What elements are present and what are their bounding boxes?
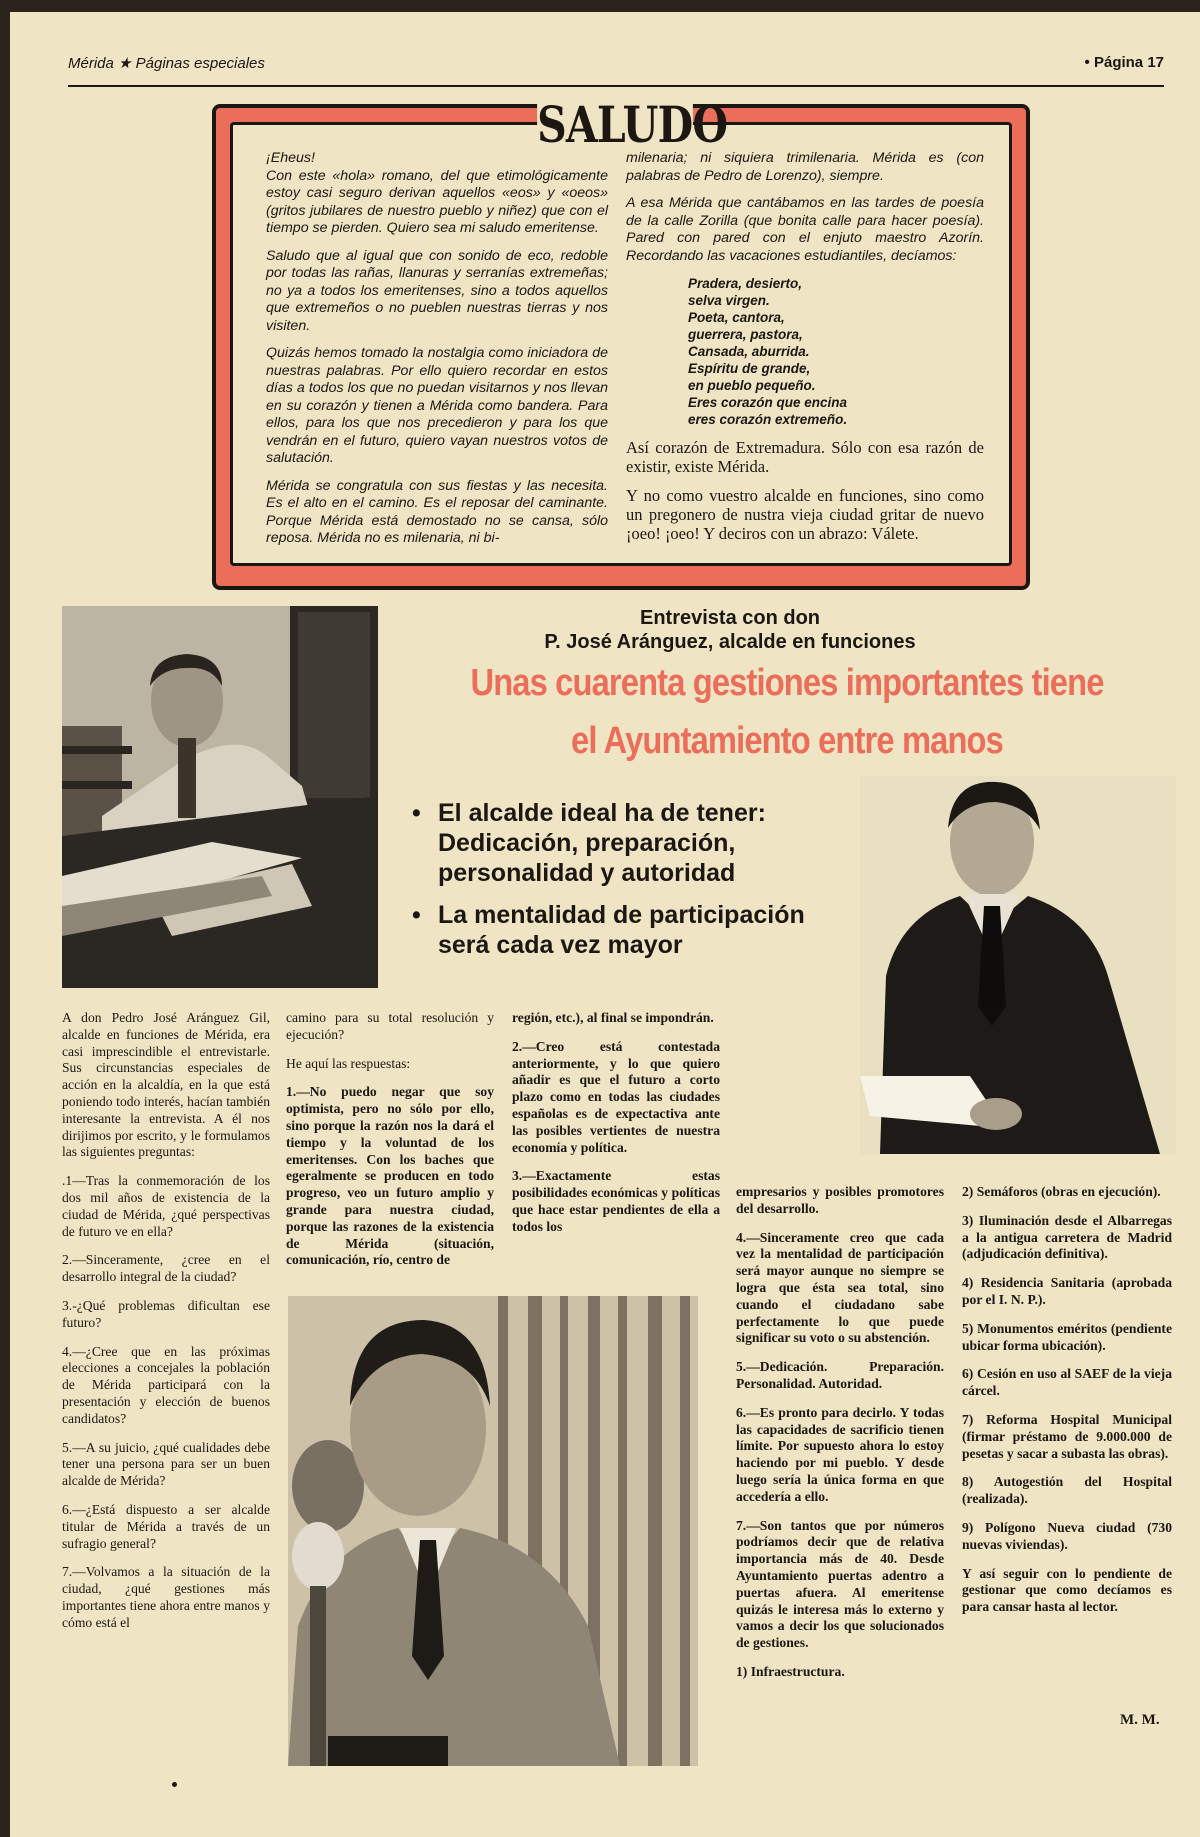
bullet-dot-icon: • <box>412 901 421 929</box>
column-questions <box>62 1010 270 1644</box>
photo-speech-drawing <box>860 776 1176 1154</box>
saludo-column-1 <box>266 150 608 558</box>
column-paragraph: 1) Infraestructura. <box>736 1663 845 1679</box>
poem-line: eres corazón extremeño. <box>688 412 848 427</box>
gestion-item: 9) Polígono Nueva ciudad (730 nuevas viviendas). <box>962 1519 1172 1552</box>
headline-line-2: el Ayuntamiento entre manos <box>571 720 1003 762</box>
photo-speech <box>860 776 1176 1154</box>
gestion-item: 2) Semáforos (obras en ejecución). <box>962 1184 1161 1199</box>
gestion-item: 7) Reforma Hospital Municipal (firmar préstamo de 9.000.000 de pesetas y sacar a subasta las obras). <box>962 1411 1172 1461</box>
column-gestiones <box>962 1184 1172 1628</box>
masthead <box>68 52 1164 82</box>
column-paragraph: 2.—Creo está contestada anteriormente, y lo que quiero añadir es que el futuro a corto plazo como en todas las ciudades españolas es de expectactiva ante las posibles vertientes de nuestra economía y política. <box>512 1038 720 1155</box>
saludo-paragraph: Con este «hola» romano, del que etimológicamente estoy casi seguro derivan aquellos «eos» y «oeos» (gritos jubilares de nuestro pueblo y niñez) que con el tiempo se pierden. Quiero sea mi saludo emeritense. <box>266 167 608 236</box>
column-paragraph: 3.-¿Qué problemas dificultan ese futuro? <box>62 1297 270 1330</box>
column-answers-3 <box>736 1184 944 1693</box>
column-paragraph: .1—Tras la conmemoración de los dos mil años de existencia de la ciudad de Mérida, ¿qué perspectivas de futuro ve en ella? <box>62 1173 270 1239</box>
column-paragraph: 3.—Exactamente estas posibilidades económicas y políticas que hace estar pendientes de ella a todos los <box>512 1168 720 1234</box>
gestion-item: 6) Cesión en uso al SAEF de la vieja cárcel. <box>962 1366 1172 1399</box>
article-bullets <box>408 798 858 972</box>
column-answers-2 <box>512 1010 720 1248</box>
column-paragraph: 6.—¿Está dispuesto a ser alcalde titular de Mérida a través de un sufragio general? <box>62 1501 270 1551</box>
column-paragraph: A don Pedro José Aránguez Gil, alcalde en funciones de Mérida, era casi imprescindible el entrevistarle. Sus circunstancias especiales de acción en la alcaldía, en la que está poniendo todo interés, hacían también interesante la entrevista. A él nos dirijimos por escrito, y le formulamos las siguientes preguntas: <box>62 1010 270 1160</box>
saludo-paragraph: Saludo que al igual que con sonido de eco, redoble por todas las rañas, llanuras y serranías extremeñas; no ya a todos los emeritenses, sino a todos aquellos que extremeños o no pueblen nuestras tierras y nos visiten. <box>266 247 608 334</box>
bullet-dot-icon: • <box>412 799 421 827</box>
column-paragraph: 7.—Volvamos a la situación de la ciudad, ¿qué gestiones más importantes tiene ahora entre manos y cómo está el <box>62 1564 270 1630</box>
column-paragraph: 4.—¿Cree que en las próximas elecciones a concejales la población de Mérida participará con la presentación y elección de buenos candidatos? <box>62 1343 270 1426</box>
column-paragraph: 7.—Son tantos que por números podríamos decir que de relativa importancia más de 40. Desde Ayuntamiento puertas adentro a puertas afuera. Al emeritense quizás le interesa más lo externo y vamos a decir los que solucionados de gestiones. <box>736 1517 944 1651</box>
poem-line: guerrera, pastora, <box>688 327 803 342</box>
article-headline <box>447 654 1126 770</box>
saludo-paragraph: ¡Eheus! <box>266 150 315 166</box>
poem-line: selva virgen. <box>688 293 770 308</box>
photo-microphone <box>288 1296 698 1766</box>
column-paragraph: camino para su total resolución y ejecución? <box>286 1010 494 1042</box>
page-number: • Página 17 <box>1084 54 1164 71</box>
poem-line: Espíritu de grande, <box>688 361 811 376</box>
kicker-line-1: Entrevista con don <box>639 607 821 629</box>
column-paragraph: región, etc.), al final se impondrán. <box>512 1010 714 1025</box>
gestion-item: 4) Residencia Sanitaria (aprobada por el I. N. P.). <box>962 1275 1172 1307</box>
saludo-paragraph: Así corazón de Extremadura. Sólo con esa razón de existir, existe Mérida. <box>626 438 984 476</box>
bullet-item <box>408 798 858 888</box>
kicker-line-2: P. José Aránguez, alcalde en funciones <box>544 631 916 653</box>
photo-desk <box>62 606 378 988</box>
column-paragraph: 5.—A su juicio, ¿qué cualidades debe tener una persona para ser un buen alcalde de Mérida? <box>62 1439 270 1489</box>
saludo-paragraph: Mérida se congratula con sus fiestas y las necesita. Es el alto en el camino. Es el reposar del caminante. Porque Mérida está demostado no se cansa, sólo reposa. Mérida no es milenaria, ni bi- <box>266 477 608 546</box>
page-edge-left <box>0 0 10 1837</box>
column-paragraph: 4.—Sinceramente creo que cada vez la mentalidad de participación será mayor aunque no siempre se logra que ésta sea total, sino cuando el ciudadano sabe perfectamente lo que puede significar su voto o su abstención. <box>736 1229 944 1346</box>
poem-line: Poeta, cantora, <box>688 310 785 325</box>
column-paragraph: empresarios y posibles promotores del desarrollo. <box>736 1184 944 1216</box>
column-paragraph: 1.—No puedo negar que soy optimista, pero no sólo por ello, sino porque la razón nos la dará el tiempo y la voluntad de los emeritenses. Con los baches que egeralmente se producen en todo progreso, veo un futuro amplio y grande para nuestra ciudad, porque las razones de la existencia de Mérida (situación, comunicación, río, centro de <box>286 1084 494 1268</box>
masthead-section: Mérida ★ Páginas especiales <box>68 55 265 72</box>
poem-line: Pradera, desierto, <box>688 276 803 291</box>
saludo-paragraph: Quizás hemos tomado la nostalgia como iniciadora de nuestras palabras. Por ello quiero recordar en estos días a todos los que no puedan visitarnos y nos llevan en su corazón y tienen a Mérida como bandera. Para ellos, para los que nos precedieron y para los que vendrán en el futuro, quiero vayan nuestros votos de salutación. <box>266 345 608 466</box>
saludo-paragraph: Y no como vuestro alcalde en funciones, sino como un pregonero de nustra vieja ciudad gritar de nuevo ¡oeo! ¡oeo! Y deciros con un abrazo: Válete. <box>626 486 984 543</box>
ink-speck <box>172 1782 177 1787</box>
poem-line: Eres corazón que encina <box>688 395 848 410</box>
saludo-column-2 <box>626 150 984 553</box>
bullet-text: La mentalidad de participación será cada vez mayor <box>438 901 805 959</box>
poem-line: Cansada, aburrida. <box>688 344 810 359</box>
column-paragraph: 5.—Dedicación. Preparación. Personalidad. Autoridad. <box>736 1359 944 1391</box>
bullet-item <box>408 900 858 960</box>
column-paragraph: 2.—Sinceramente, ¿cree en el desarrollo integral de la ciudad? <box>62 1252 270 1285</box>
column-paragraph: He aquí las respuestas: <box>286 1055 411 1071</box>
column-paragraph: Y así seguir con lo pendiente de gestionar que como decíamos es para cansar hasta al lector. <box>962 1565 1172 1615</box>
column-paragraph: 6.—Es pronto para decirlo. Y todas las capacidades de sacrificio tienen límite. Por supuesto ahora lo estoy haciendo por mi pueblo. Y desde luego sería la única forma en que accedería a ello. <box>736 1404 944 1504</box>
bullet-text: El alcalde ideal ha de tener: Dedicación, preparación, personalidad y autoridad <box>438 799 766 887</box>
headline-line-1: Unas cuarenta gestiones importantes tiene <box>470 662 1104 704</box>
gestion-item: 3) Iluminación desde el Albarregas a la antigua carretera de Madrid (adjudicación definitiva). <box>962 1212 1172 1262</box>
photo-microphone-drawing <box>288 1296 698 1766</box>
gestion-item: 8) Autogestión del Hospital (realizada). <box>962 1474 1172 1507</box>
photo-desk-drawing <box>62 606 378 988</box>
saludo-paragraph: milenaria; ni siquiera trimilenaria. Mérida es (con palabras de Pedro de Lorenzo), siempre. <box>626 150 984 184</box>
page-edge <box>0 0 1200 12</box>
author-signature: M. M. <box>1120 1712 1160 1728</box>
column-answers-1 <box>286 1010 494 1281</box>
saludo-poem <box>688 275 984 428</box>
saludo-title: SALUDO <box>537 95 728 154</box>
gestion-item: 5) Monumentos eméritos (pendiente ubicar forma ubicación). <box>962 1320 1172 1353</box>
article-kicker <box>450 606 1010 654</box>
saludo-paragraph: A esa Mérida que cantábamos en las tardes de poesía de la calle Zorilla (que bonita calle para hacer poesía). Pared con pared con el enjuto maestro Azorín. Recordando las vacaciones estudiantiles, decíamos: <box>626 195 984 264</box>
poem-line: en pueblo pequeño. <box>688 378 816 393</box>
header-rule <box>68 85 1164 87</box>
